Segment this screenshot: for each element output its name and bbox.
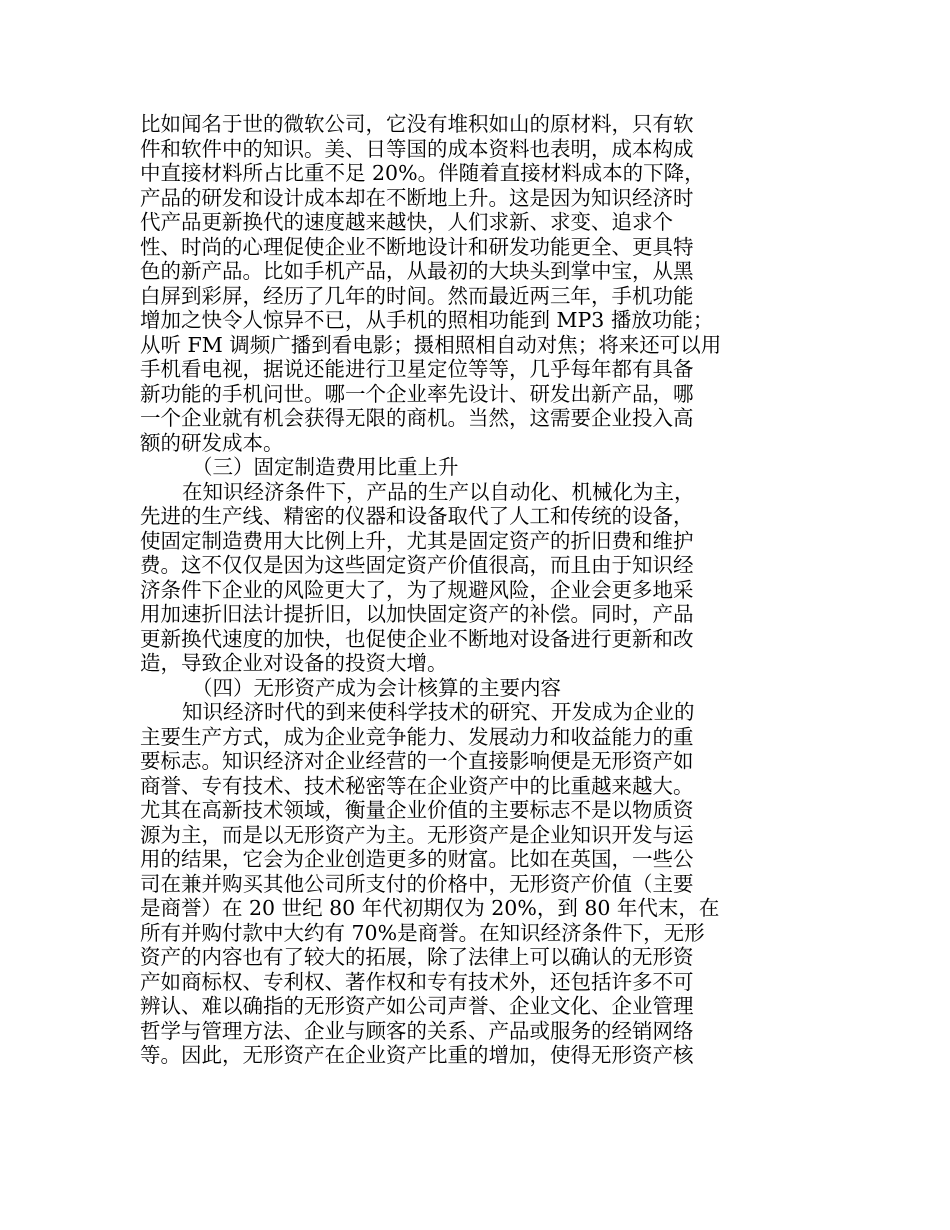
text-line: 比如闻名于世的微软公司，它没有堆积如山的原材料，只有软 [140,112,694,136]
text-line: 件和软件中的知识。美、日等国的成本资料也表明，成本构成 [140,136,694,161]
section-heading: （四）无形资产成为会计核算的主要内容 [192,675,561,700]
text-line: 更新换代速度的加快，也促使企业不断地对设备进行更新和改 [140,626,694,651]
section-heading: （三）固定制造费用比重上升 [192,455,459,479]
paragraph-first-line: 在知识经济条件下，产品的生产以自动化、机械化为主， [182,479,695,504]
text-line: 济条件下企业的风险更大了，为了规避风险，企业会更多地采 [140,577,694,602]
text-line: 造，导致企业对设备的投资大增。 [140,651,448,675]
text-line: 性、时尚的心理促使企业不断地设计和研发功能更全、更具特 [140,234,694,259]
text-line: 白屏到彩屏，经历了几年的时间。然而最近两三年，手机功能 [140,283,694,308]
text-line: 商誉、专有技术、技术秘密等在企业资产中的比重越来越大。 [140,773,694,798]
text-line: 要标志。知识经济对企业经营的一个直接影响便是无形资产如 [140,749,694,773]
text-line: 源为主，而是以无形资产为主。无形资产是企业知识开发与运 [140,822,694,847]
text-line: 资产的内容也有了较大的拓展，除了法律上可以确认的无形资 [140,945,694,969]
text-line: 增加之快令人惊异不已，从手机的照相功能到 MP3 播放功能； [140,308,714,332]
text-line: 产品的研发和设计成本却在不断地上升。这是因为知识经济时 [140,185,694,210]
text-line: 辨认、难以确指的无形资产如公司声誉、企业文化、企业管理 [140,994,694,1018]
text-line: 一个企业就有机会获得无限的商机。当然，这需要企业投入高 [140,406,694,430]
paragraph-first-line: 知识经济时代的到来使科学技术的研究、开发成为企业的 [182,700,695,724]
text-line: 先进的生产线、精密的仪器和设备取代了人工和传统的设备， [140,504,694,528]
text-line: 产如商标权、专利权、著作权和专有技术外，还包括许多不可 [140,969,694,994]
text-line: 从听 FM 调频广播到看电影；摄相照相自动对焦；将来还可以用 [140,332,722,357]
document-page [140,112,722,1068]
text-line: 中直接材料所占比重不足 20%。伴随着直接材料成本的下降， [140,161,705,185]
text-line: 费。这不仅仅是因为这些固定资产价值很高，而且由于知识经 [140,553,694,577]
text-line: 用加速折旧法计提折旧，以加快固定资产的补偿。同时，产品 [140,602,694,626]
text-line: 等。因此，无形资产在企业资产比重的增加，使得无形资产核 [140,1043,694,1067]
text-line: 尤其在高新技术领域，衡量企业价值的主要标志不是以物质资 [140,798,694,822]
text-line: 额的研发成本。 [140,430,284,455]
text-line: 新功能的手机问世。哪一个企业率先设计、研发出新产品，哪 [140,381,694,406]
text-line: 手机看电视，据说还能进行卫星定位等等，几乎每年都有具备 [140,357,694,381]
text-line: 哲学与管理方法、企业与顾客的关系、产品或服务的经销网络 [140,1018,694,1043]
text-line: 用的结果，它会为企业创造更多的财富。比如在英国，一些公 [140,847,694,871]
text-line: 代产品更新换代的速度越来越快，人们求新、求变、追求个 [140,210,673,234]
text-line: 司在兼并购买其他公司所支付的价格中，无形资产价值（主要 [140,871,694,896]
text-line: 所有并购付款中大约有 70%是商誉。在知识经济条件下，无形 [140,920,705,945]
text-line: 主要生产方式，成为企业竞争能力、发展动力和收益能力的重 [140,724,694,749]
text-line: 色的新产品。比如手机产品，从最初的大块头到掌中宝，从黑 [140,259,694,283]
text-line: 使固定制造费用大比例上升，尤其是固定资产的折旧费和维护 [140,528,694,553]
text-line: 是商誉）在 20 世纪 80 年代初期仅为 20%，到 80 年代末，在 [140,896,720,920]
